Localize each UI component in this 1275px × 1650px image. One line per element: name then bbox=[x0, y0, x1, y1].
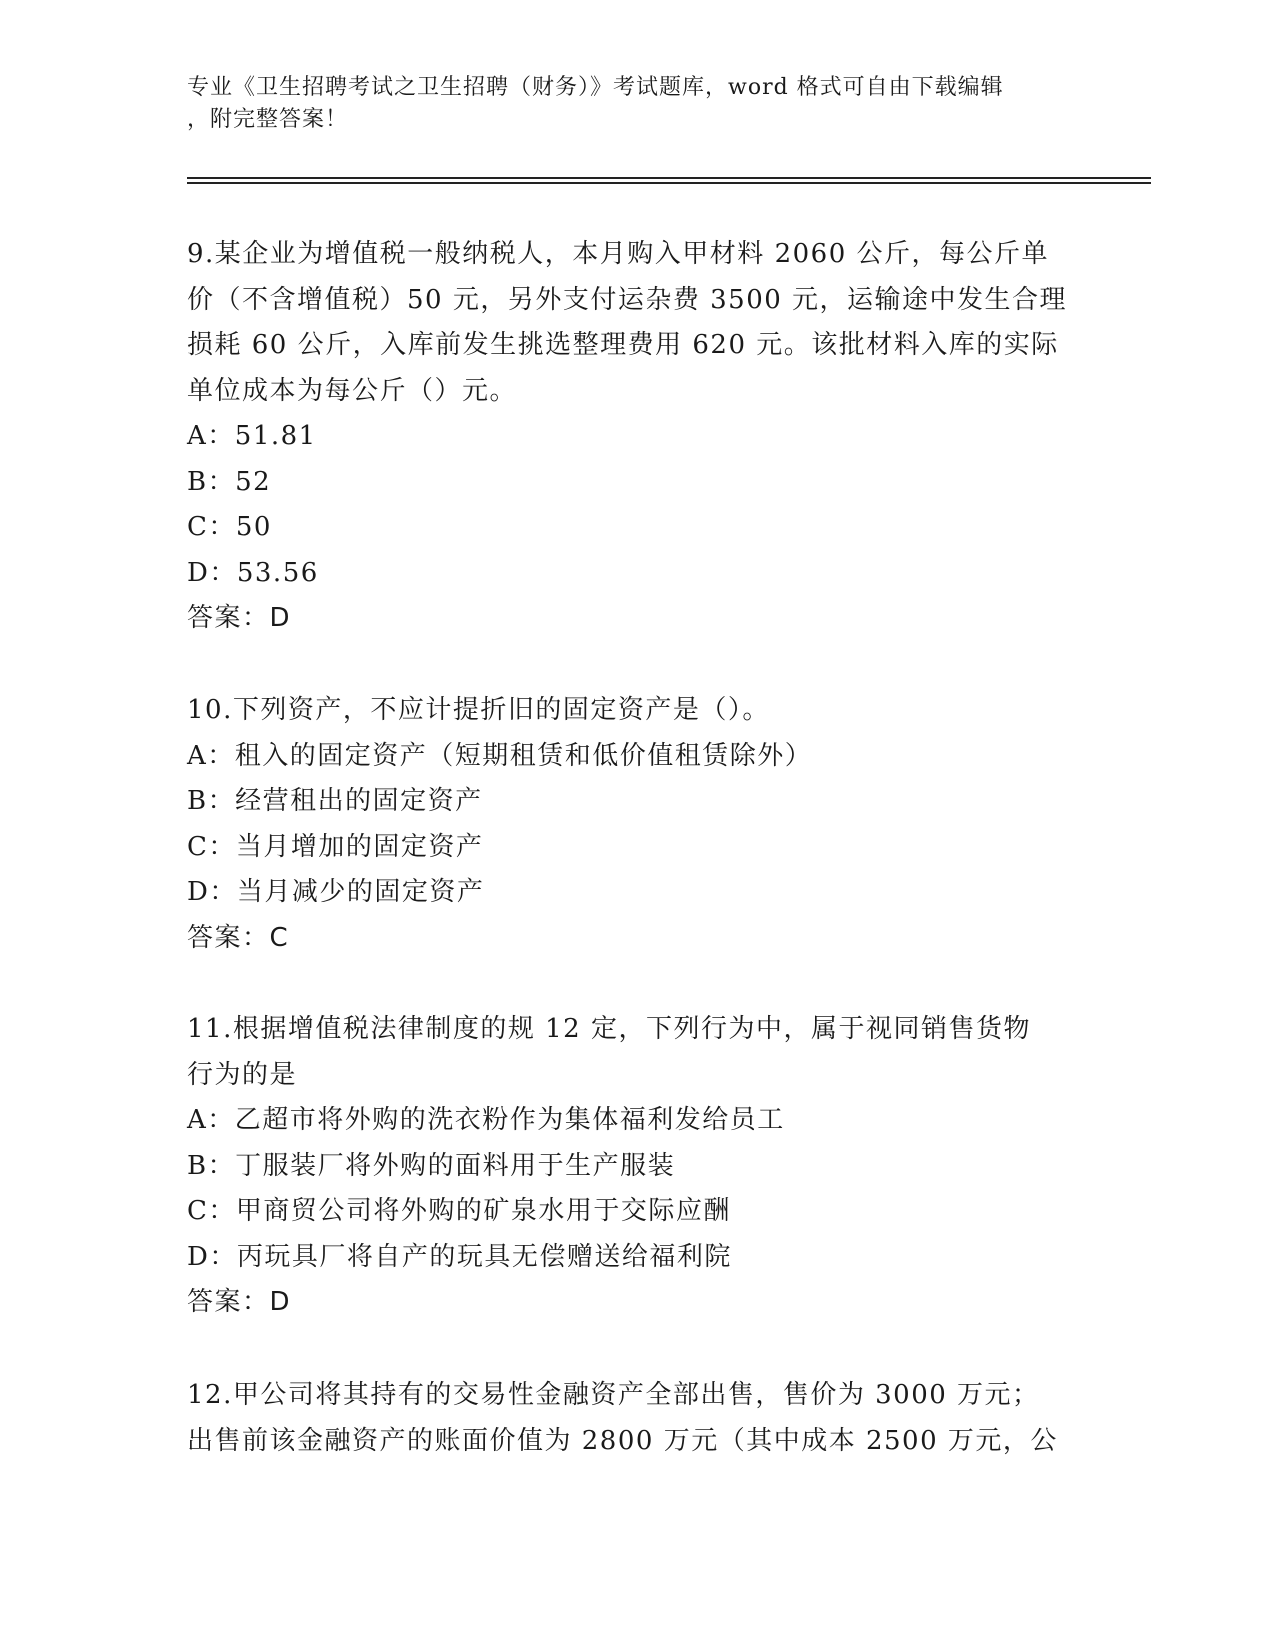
question-stem-line: 损耗 60 公斤，入库前发生挑选整理费用 620 元。该批材料入库的实际 bbox=[187, 330, 1059, 360]
question-11 bbox=[187, 1007, 1087, 1326]
question-stem-line: 9.某企业为增值税一般纳税人，本月购入甲材料 2060 公斤，每公斤单 bbox=[187, 239, 1050, 269]
option-c: C：50 bbox=[187, 512, 272, 542]
option-b: B：52 bbox=[187, 466, 272, 497]
header-divider-top bbox=[187, 177, 1151, 179]
question-stem-line: 12.甲公司将其持有的交易性金融资产全部出售，售价为 3000 万元； bbox=[187, 1380, 1040, 1410]
answer: 答案：D bbox=[187, 1287, 292, 1317]
question-stem-line: 11.根据增值税法律制度的规 12 定，下列行为中，属于视同销售货物 bbox=[187, 1014, 1031, 1044]
option-a: A：乙超市将外购的洗衣粉作为集体福利发给员工 bbox=[187, 1105, 785, 1135]
option-a: A：51.81 bbox=[187, 421, 317, 451]
option-c: C：甲商贸公司将外购的矿泉水用于交际应酬 bbox=[187, 1196, 731, 1226]
header-line-2: ，附完整答案！ bbox=[187, 107, 349, 132]
option-d: D：当月减少的固定资产 bbox=[187, 877, 485, 907]
question-12 bbox=[187, 1373, 1087, 1464]
header-divider-bottom bbox=[187, 182, 1151, 184]
question-stem-line: 行为的是 bbox=[187, 1059, 298, 1090]
option-d: D：53.56 bbox=[187, 557, 319, 588]
question-9 bbox=[187, 232, 1087, 642]
answer: 答案：D bbox=[187, 603, 292, 633]
document-header bbox=[187, 72, 1087, 136]
question-10 bbox=[187, 688, 1087, 961]
question-stem-line: 单位成本为每公斤（）元。 bbox=[187, 375, 518, 406]
question-stem-line: 价（不含增值税）50 元，另外支付运杂费 3500 元，运输途中发生合理 bbox=[187, 284, 1068, 315]
option-d: D：丙玩具厂将自产的玩具无偿赠送给福利院 bbox=[187, 1241, 732, 1272]
option-b: B：经营租出的固定资产 bbox=[187, 786, 483, 816]
question-stem-line: 10.下列资产，不应计提折旧的固定资产是（）。 bbox=[187, 695, 770, 725]
option-a: A：租入的固定资产（短期租赁和低价值租赁除外） bbox=[187, 740, 813, 771]
header-line-1: 专业《卫生招聘考试之卫生招聘（财务）》考试题库，word 格式可自由下载编辑 bbox=[187, 75, 1004, 100]
option-c: C：当月增加的固定资产 bbox=[187, 831, 484, 862]
answer: 答案：C bbox=[187, 922, 290, 953]
option-b: B：丁服装厂将外购的面料用于生产服装 bbox=[187, 1150, 676, 1181]
question-stem-line: 出售前该金融资产的账面价值为 2800 万元（其中成本 2500 万元，公 bbox=[187, 1425, 1058, 1456]
